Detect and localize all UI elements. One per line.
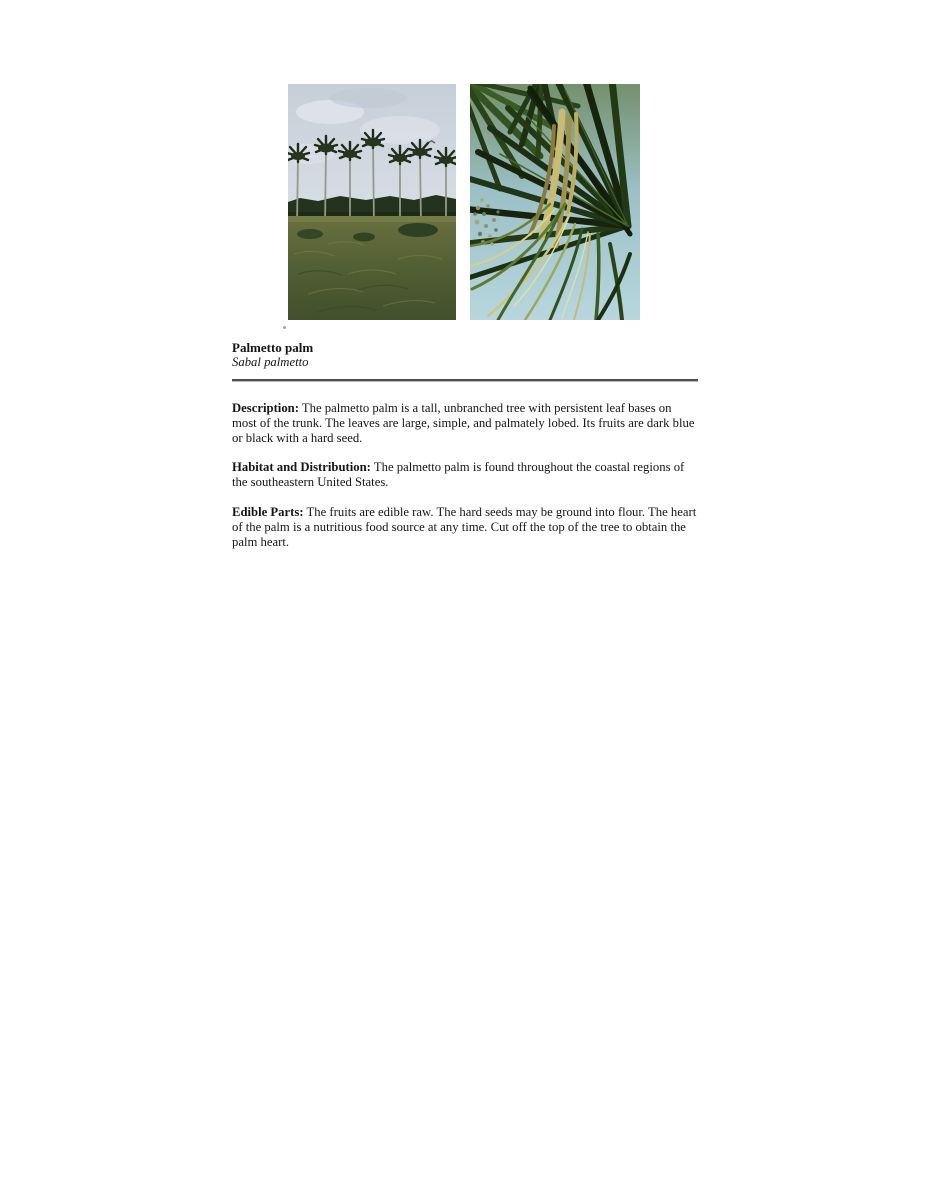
habitat-photo: [288, 84, 456, 320]
description-text: The palmetto palm is a tall, unbranched tree with persistent leaf bases on most of the trunk. The leaves are large, simple, and palmately lobed. Its fruits are dark blue or black with a hard seed.: [232, 401, 695, 445]
edible-parts-section: [232, 505, 698, 549]
habitat-section: [232, 460, 698, 490]
description-label: Description:: [232, 401, 299, 415]
habitat-label: Habitat and Distribution:: [232, 460, 371, 475]
frond-closeup-photo: [470, 84, 640, 320]
edible-parts-label: Edible Parts:: [232, 504, 304, 519]
habitat-photo-art: [288, 84, 456, 320]
plant-common-name: Palmetto palm: [232, 340, 314, 355]
habitat-text: The palmetto palm is found throughout the coastal regions of the southeastern United States.: [232, 460, 685, 490]
scan-artifact-dot: [283, 326, 286, 329]
entry-text-block: [232, 340, 698, 549]
divider-rule: [232, 379, 698, 382]
edible-parts-text: The fruits are edible raw. The hard seeds may be ground into flour. The heart of the palm is a nutritious food source at any time. Cut off the top of the tree to obtain the palm heart.: [232, 504, 697, 549]
plant-scientific-name: Sabal palmetto: [232, 355, 309, 369]
description-section: [232, 401, 698, 445]
frond-closeup-art: [470, 84, 640, 320]
